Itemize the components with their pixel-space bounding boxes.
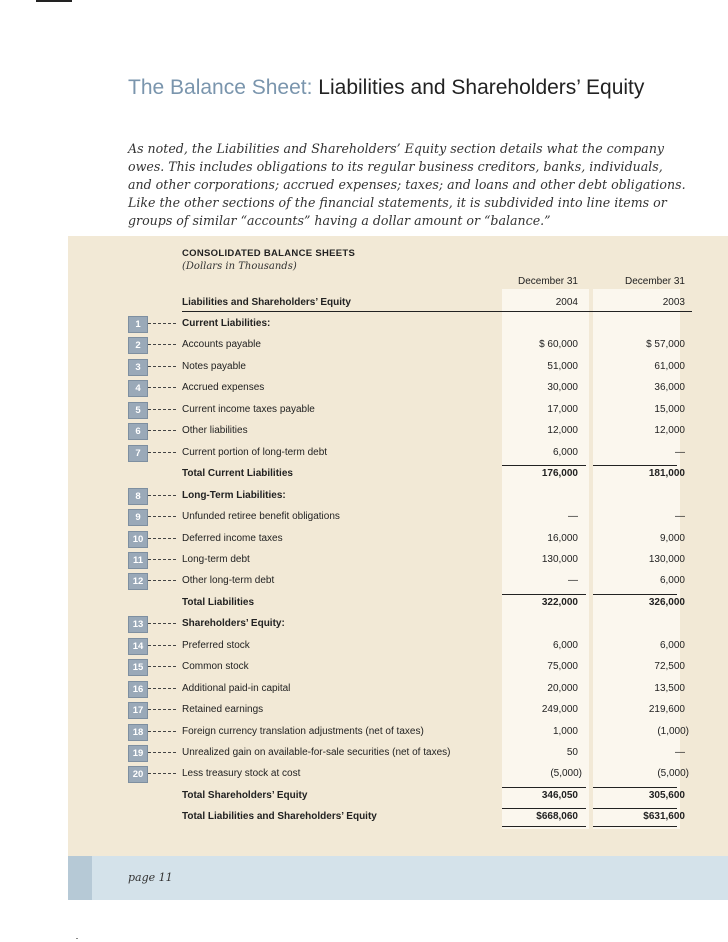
- value-2004: 12,000: [547, 425, 578, 437]
- value-2003: 6,000: [659, 575, 685, 587]
- leader-line: [148, 559, 176, 560]
- table-row: [0, 421, 728, 441]
- leader-line: [148, 538, 176, 539]
- table-row: [0, 335, 728, 355]
- row-label: Total Shareholders’ Equity: [182, 789, 308, 801]
- row-label: Current portion of long-term debt: [182, 446, 328, 458]
- row-label: Shareholders’ Equity:: [182, 618, 285, 630]
- row-label: Additional paid-in capital: [182, 682, 291, 694]
- value-2003: 9,000: [659, 532, 685, 544]
- corner-mark: [36, 0, 72, 2]
- total-rule: [593, 594, 677, 595]
- leader-line: [148, 731, 176, 732]
- total-rule: [502, 465, 586, 466]
- total-rule: [593, 787, 677, 788]
- leader-line: [148, 666, 176, 667]
- table-row: [0, 807, 728, 827]
- title-part2: Liabilities and Shareholders’ Equity: [312, 76, 645, 99]
- col-b-header: December 31: [624, 276, 685, 287]
- line-number-badge: 6: [128, 423, 148, 440]
- value-2004: 30,000: [547, 382, 578, 394]
- table-row: [0, 314, 728, 334]
- table-row: [0, 507, 728, 527]
- value-2003: $631,600: [643, 811, 685, 823]
- leader-line: [148, 688, 176, 689]
- value-2004: (5,000): [550, 768, 582, 780]
- line-number-badge: 19: [128, 745, 148, 762]
- table-row: [0, 636, 728, 656]
- table-row: [0, 786, 728, 806]
- row-label: Common stock: [182, 661, 249, 673]
- table-row: [0, 443, 728, 463]
- leader-line: [148, 580, 176, 581]
- leader-line: [148, 430, 176, 431]
- line-number-badge: 7: [128, 445, 148, 462]
- row-label: Notes payable: [182, 360, 246, 372]
- line-number-badge: 5: [128, 402, 148, 419]
- table-row: [0, 679, 728, 699]
- leader-line: [148, 645, 176, 646]
- table-row: [0, 550, 728, 570]
- value-2003: —: [675, 446, 685, 458]
- value-2004: 6,000: [552, 446, 578, 458]
- leader-line: [148, 773, 176, 774]
- row-label: Current Liabilities:: [182, 318, 271, 329]
- table-row: [0, 700, 728, 720]
- title-part1: The Balance Sheet:: [128, 76, 313, 99]
- leader-line: [148, 709, 176, 710]
- line-number-badge: 15: [128, 659, 148, 676]
- row-label: Total Liabilities: [182, 596, 255, 608]
- row-label: Long-term debt: [182, 553, 250, 565]
- value-2003: 130,000: [648, 553, 685, 565]
- page-title: [128, 76, 644, 100]
- leader-line: [148, 752, 176, 753]
- total-rule: [502, 594, 586, 595]
- value-2003: 181,000: [648, 468, 685, 480]
- row-label: Long-Term Liabilities:: [182, 489, 286, 501]
- leader-line: [148, 623, 176, 624]
- line-number-badge: 9: [128, 509, 148, 526]
- statement-subheading: (Dollars in Thousands): [182, 261, 297, 272]
- row-label: Deferred income taxes: [182, 532, 283, 544]
- leader-line: [148, 452, 176, 453]
- value-2004: $668,060: [536, 811, 578, 823]
- total-rule: [593, 808, 677, 809]
- table-row: [0, 657, 728, 677]
- value-2003: 13,500: [654, 682, 685, 694]
- value-2003: —: [675, 747, 685, 758]
- value-2004: —: [568, 511, 578, 523]
- line-number-badge: 4: [128, 380, 148, 397]
- value-2003: 219,600: [648, 704, 685, 716]
- value-2004: 322,000: [541, 596, 578, 608]
- row-label: Current income taxes payable: [182, 403, 315, 415]
- leader-line: [148, 516, 176, 517]
- value-2003: 6,000: [659, 639, 685, 651]
- line-number-badge: 18: [128, 724, 148, 741]
- leader-line: [148, 323, 176, 324]
- statement-heading: CONSOLIDATED BALANCE SHEETS: [182, 248, 356, 259]
- value-2003: 36,000: [654, 382, 685, 394]
- row-label: Preferred stock: [182, 639, 250, 651]
- total-rule: [502, 808, 586, 809]
- value-2004: $ 60,000: [539, 339, 578, 351]
- row-label: Retained earnings: [182, 704, 264, 716]
- row-label: Other liabilities: [182, 425, 248, 437]
- row-label: Unrealized gain on available-for-sale securities (net of taxes): [182, 747, 451, 758]
- row-label: Foreign currency translation adjustments (net of taxes): [182, 725, 424, 737]
- double-underline: [502, 826, 586, 827]
- row-label: Accounts payable: [182, 339, 261, 351]
- value-2004: 346,050: [541, 789, 578, 801]
- line-number-badge: 13: [128, 616, 148, 633]
- row-label: Less treasury stock at cost: [182, 768, 301, 780]
- value-2004: 176,000: [541, 468, 578, 480]
- table-row: [0, 571, 728, 591]
- table-row: [0, 529, 728, 549]
- intro-paragraph: As noted, the Liabilities and Shareholders’ Equity section details what the company owes. This includes obligations to its regular business creditors, banks, individuals, and other corporations; accrued expenses; taxes; and loans and other debt obligations. Like the other sections of the financial statements, it is subdivided into line items or groups of similar “accounts” having a dollar amount or “balance.”: [128, 141, 686, 228]
- table-row: [0, 743, 728, 763]
- table-row: [0, 764, 728, 784]
- table-row: [0, 378, 728, 398]
- value-2004: 130,000: [541, 553, 578, 565]
- value-2003: (5,000): [657, 768, 689, 780]
- value-2004: 17,000: [547, 403, 578, 415]
- row-label: Unfunded retiree benefit obligations: [182, 511, 340, 523]
- double-underline: [593, 826, 677, 827]
- value-2003: 72,500: [654, 661, 685, 673]
- row-label: Accrued expenses: [182, 382, 265, 394]
- value-2004: 50: [566, 747, 578, 758]
- value-2003: —: [675, 511, 685, 523]
- table-row: [0, 486, 728, 506]
- value-2003: 326,000: [648, 596, 685, 608]
- row-label: Total Current Liabilities: [182, 468, 293, 480]
- line-number-badge: 17: [128, 702, 148, 719]
- table-row: [0, 593, 728, 613]
- value-2003: 61,000: [654, 360, 685, 372]
- value-2004: 75,000: [547, 661, 578, 673]
- line-number-badge: 14: [128, 638, 148, 655]
- col-a-year: 2004: [555, 297, 578, 308]
- line-number-badge: 11: [128, 552, 148, 569]
- line-number-badge: 10: [128, 531, 148, 548]
- value-2003: 305,600: [648, 789, 685, 801]
- line-number-badge: 3: [128, 359, 148, 376]
- footer-tab: [68, 856, 92, 900]
- col-b-year: 2003: [662, 297, 685, 308]
- header-rule: [182, 311, 692, 312]
- value-2003: 15,000: [654, 403, 685, 415]
- corner-dot: [76, 938, 78, 939]
- table-row: [0, 614, 728, 634]
- value-2003: 12,000: [654, 425, 685, 437]
- col-a-header: December 31: [517, 276, 578, 287]
- value-2004: —: [568, 575, 578, 587]
- value-2004: 20,000: [547, 682, 578, 694]
- leader-line: [148, 387, 176, 388]
- table-row: [0, 722, 728, 742]
- leader-line: [148, 409, 176, 410]
- value-2004: 249,000: [541, 704, 578, 716]
- total-rule: [502, 787, 586, 788]
- page-number: page 11: [128, 871, 173, 884]
- value-2003: (1,000): [657, 725, 689, 737]
- table-row: [0, 464, 728, 484]
- table-row: [0, 357, 728, 377]
- row-label: Other long-term debt: [182, 575, 275, 587]
- line-number-badge: 1: [128, 316, 148, 333]
- section-label: Liabilities and Shareholders’ Equity: [182, 297, 351, 308]
- value-2003: $ 57,000: [646, 339, 685, 351]
- value-2004: 1,000: [552, 725, 578, 737]
- line-number-badge: 2: [128, 337, 148, 354]
- leader-line: [148, 366, 176, 367]
- row-label: Total Liabilities and Shareholders’ Equity: [182, 811, 377, 823]
- total-rule: [593, 465, 677, 466]
- value-2004: 16,000: [547, 532, 578, 544]
- leader-line: [148, 495, 176, 496]
- value-2004: 6,000: [552, 639, 578, 651]
- line-number-badge: 16: [128, 681, 148, 698]
- line-number-badge: 8: [128, 488, 148, 505]
- line-number-badge: 20: [128, 766, 148, 783]
- line-number-badge: 12: [128, 573, 148, 590]
- value-2004: 51,000: [547, 360, 578, 372]
- leader-line: [148, 344, 176, 345]
- table-row: [0, 400, 728, 420]
